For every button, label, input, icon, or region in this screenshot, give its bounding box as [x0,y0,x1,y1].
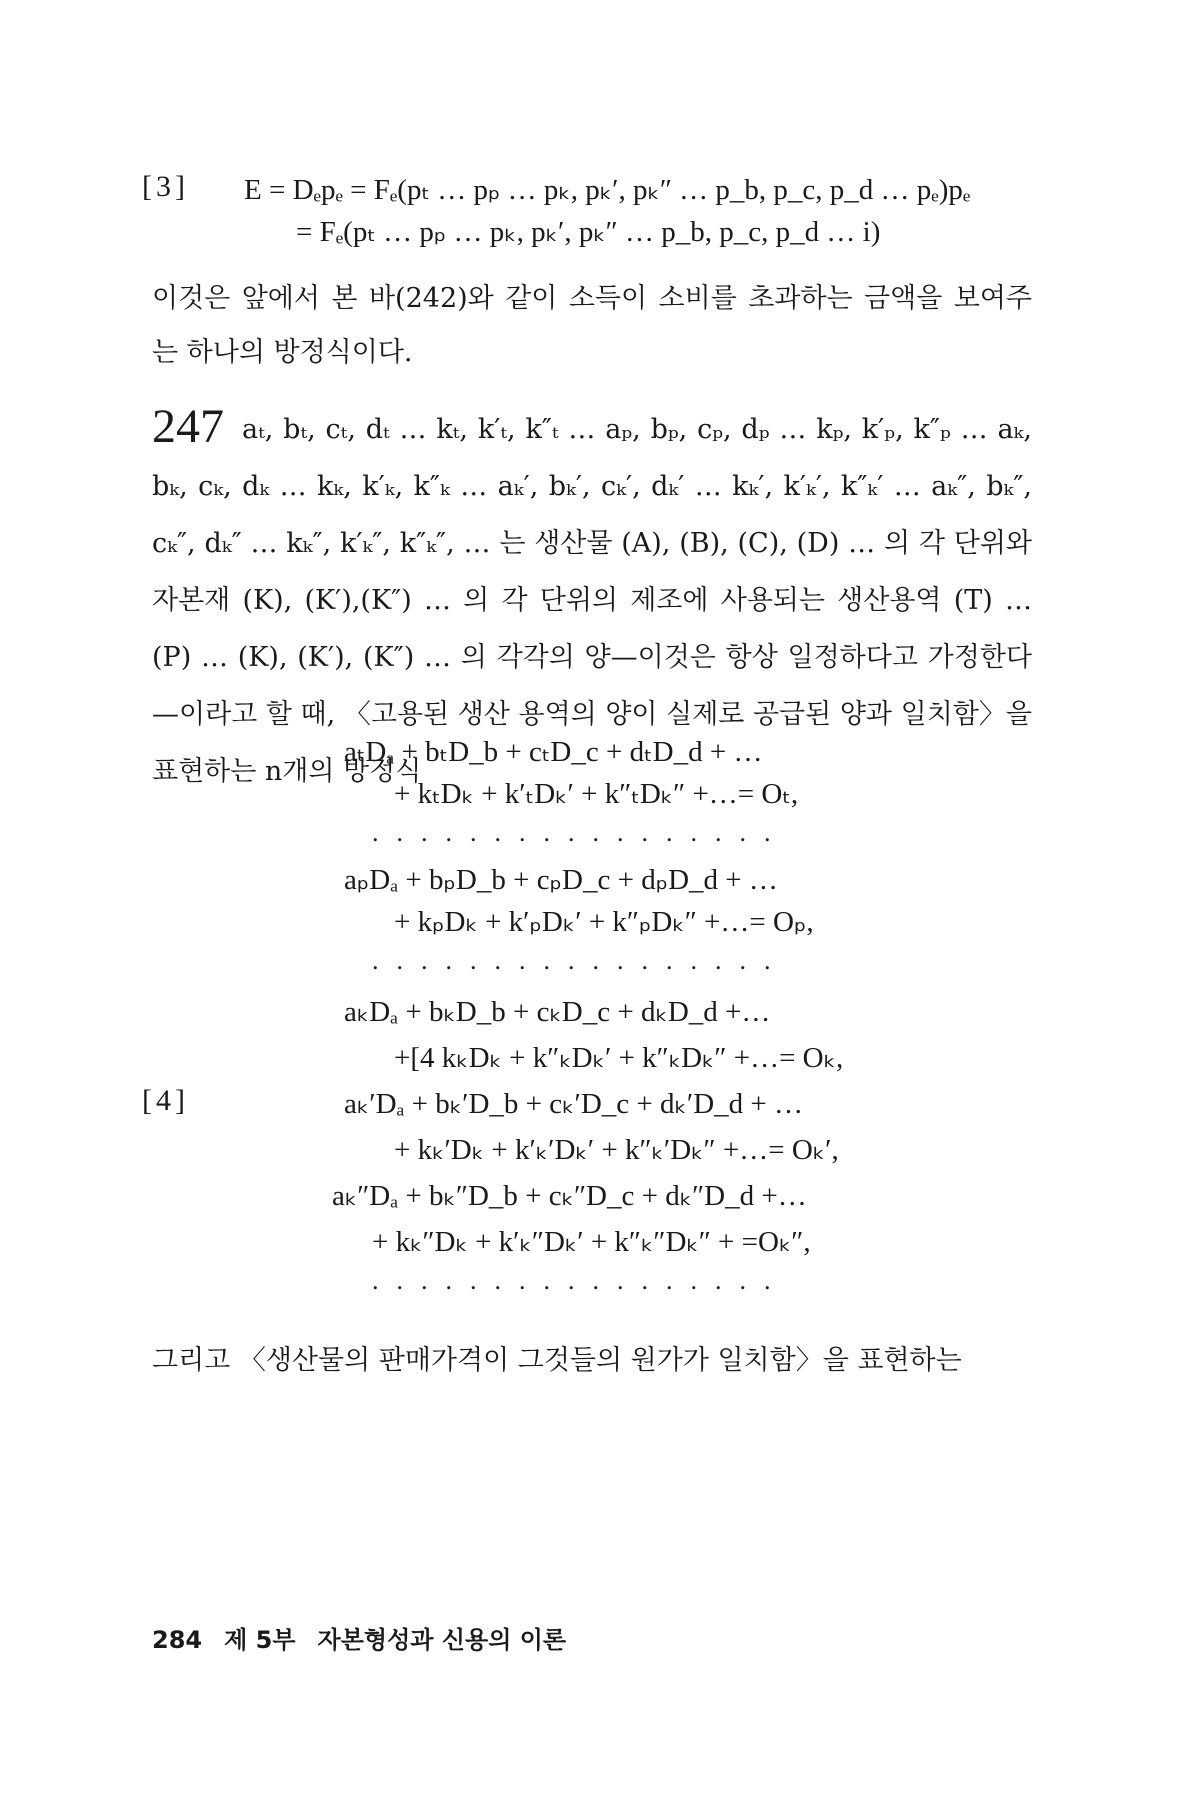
equation-3-line-2: = Fₑ(pₜ … pₚ … pₖ, pₖ′, pₖ″ … p_b, p_c, p_d … i) [296,216,881,248]
equation-4-line-6: +[4 kₖDₖ + k″ₖDₖ′ + k″ₖDₖ″ +…= Oₖ, [394,1042,844,1074]
chapter-title: 자본형성과 신용의 이론 [317,1626,567,1654]
page-number: 284 [152,1626,203,1654]
equation-4-line-7: aₖ′Dₐ + bₖ′D_b + cₖ′D_c + dₖ′D_d + … [344,1088,804,1120]
equation-4-line-3: aₚDₐ + bₚD_b + cₚD_c + dₚD_d + … [344,864,778,896]
equation-4-line-8: + kₖ′Dₖ + k′ₖ′Dₖ′ + k″ₖ′Dₖ″ +…= Oₖ′, [394,1134,839,1166]
ellipsis-row-1: ................. [372,818,789,847]
page-footer [152,1620,588,1655]
equation-3-line-1: E = Dₑpₑ = Fₑ(pₜ … pₚ … pₖ, pₖ′, pₖ″ … p_b, p_c, p_d … pₑ)pₑ [244,174,971,206]
ellipsis-row-2: ................. [372,946,789,975]
equation-4-line-4: + kₚDₖ + k′ₚDₖ′ + k″ₚDₖ″ +…= Oₚ, [394,906,814,938]
equation-4-label: [4] [142,1084,189,1117]
equation-4-line-2: + kₜDₖ + k′ₜDₖ′ + k″ₜDₖ″ +…= Oₜ, [394,778,799,810]
section-247-text: aₜ, bₜ, cₜ, dₜ … kₜ, k′ₜ, k″ₜ … aₚ, bₚ, cₚ, dₚ … kₚ, k′ₚ, k″ₚ … aₖ, bₖ, cₖ, dₖ … kₖ, k′ₖ, k″ₖ … aₖ′, bₖ′, cₖ′, dₖ′ … kₖ′, k′ₖ′, k″ₖ′ … aₖ″, bₖ″, cₖ″, dₖ″ … kₖ″, k′ₖ″, k″ₖ″, … 는 생산물 (A), (B), (C), (D) … 의 각 단위와 자본재 (K), (K′),(K″) … 의 각 단위의 제조에 사용되는 생산용역 (T) … (P) … (K), (K′), (K″) … 의 각각의 양—이것은 항상 일정하다고 가정한다—이라고 할 때, 〈고용된 생산 용역의 양이 실제로 공급된 양과 일치함〉을 표현하는 n개의 방정식 [152,414,1032,787]
paragraph-1: 이것은 앞에서 본 바(242)와 같이 소득이 소비를 초과하는 금액을 보여주는 하나의 방정식이다. [152,283,1032,368]
equation-4-line-9: aₖ″Dₐ + bₖ″D_b + cₖ″D_c + dₖ″D_d +… [332,1180,807,1212]
equation-4-line-10: + kₖ″Dₖ + k′ₖ″Dₖ′ + k″ₖ″Dₖ″ + =Oₖ″, [372,1226,811,1258]
part-label: 제 5부 [224,1626,296,1654]
paragraph-2: 그리고 〈생산물의 판매가격이 그것들의 원가가 일치함〉을 표현하는 [152,1345,962,1376]
equation-4-line-5: aₖDₐ + bₖD_b + cₖD_c + dₖD_d +… [344,996,771,1028]
ellipsis-row-3: ................. [372,1266,789,1295]
equation-3-label: [3] [142,170,189,203]
equation-4-line-1: aₜDₐ + bₜD_b + cₜD_c + dₜD_d + … [344,736,763,768]
section-number: 247 [152,400,224,453]
